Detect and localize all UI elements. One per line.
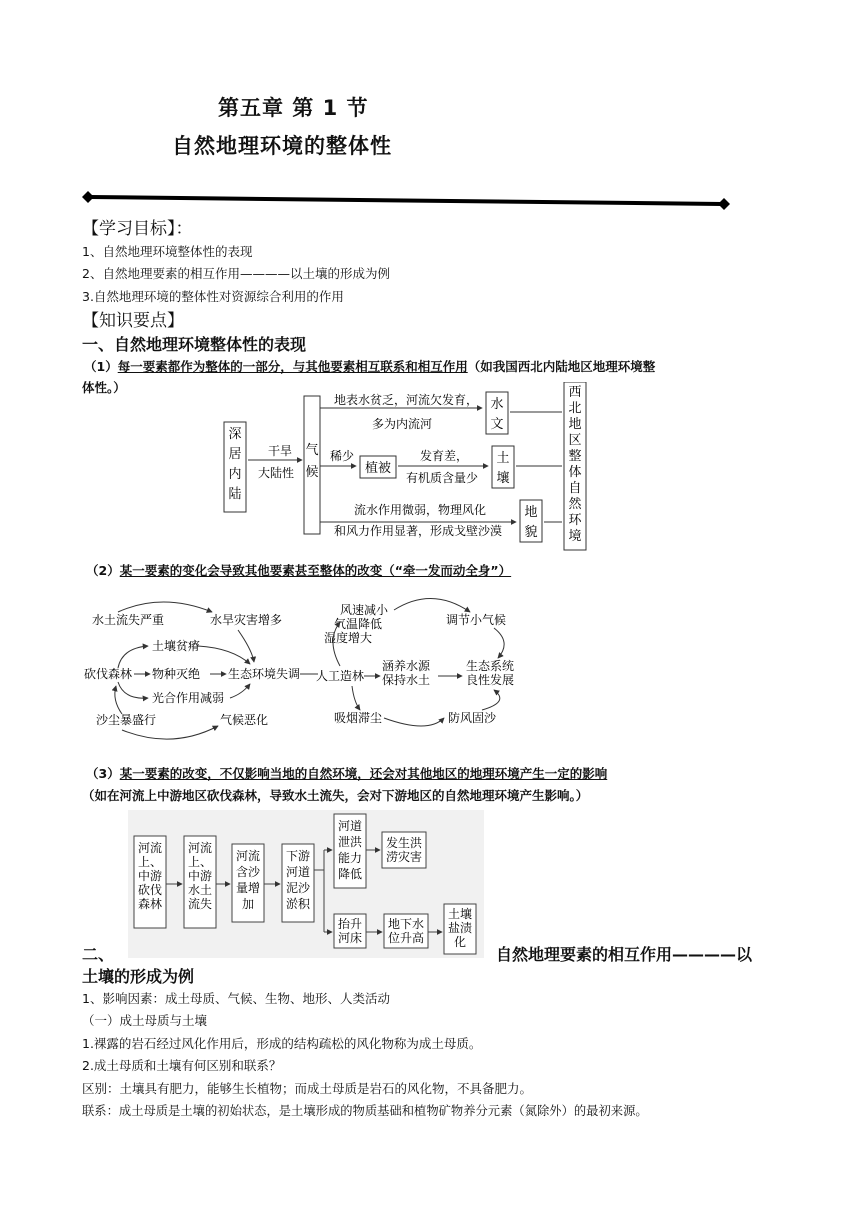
d1-row1-a: 地表水贫乏，河流欠发育， <box>334 393 479 407</box>
point3-line <box>86 764 607 782</box>
diagram-deforest-afforest <box>82 590 542 750</box>
part2-diff: 区别：土壤具有肥力，能够生长植物；而成土母质是岩石的风化物，不具备肥力。 <box>82 1081 533 1096</box>
d2-conserve2: 保持水土 <box>382 673 431 687</box>
part2-q2: 2.成土母质和土壤有何区别和联系？ <box>82 1058 282 1073</box>
svg-text:水文: 水文 <box>490 397 504 432</box>
svg-text:下游河道泥沙淤积: 下游河道泥沙淤积 <box>285 849 311 911</box>
title-divider <box>80 190 740 210</box>
svg-text:西北地区整体自然环境: 西北地区整体自然环境 <box>568 385 582 544</box>
d1-row1-b: 多为内流河 <box>372 417 433 431</box>
d2-sandstorm: 沙尘暴盛行 <box>96 713 157 727</box>
d2-flood-drought: 水旱灾害增多 <box>210 613 283 627</box>
d2-photosyn: 光合作用减弱 <box>152 691 225 705</box>
d1-row2-label: 稀少 <box>330 449 355 463</box>
d1-row2-c: 有机质含量少 <box>406 471 479 485</box>
d2-deforest: 砍伐森林 <box>84 667 133 681</box>
d2-wind-reduce: 风速减小 <box>340 603 389 617</box>
d2-humidity: 湿度增大 <box>324 631 373 645</box>
svg-text:气候: 气候 <box>305 443 319 480</box>
svg-text:河流含沙量增加: 河流含沙量增加 <box>235 849 261 911</box>
d2-eco-imbalance: 生态环境失调 <box>228 667 301 681</box>
page-title: 自然地理环境的整体性 <box>172 134 392 158</box>
d2-climate-worse: 气候恶化 <box>220 713 269 727</box>
point1-underlined: 每一要素都作为整体的一部分，与其他要素相互联系和相互作用 <box>117 359 468 374</box>
d1-row2-b: 发育差， <box>420 449 469 463</box>
d1-row3-b: 和风力作用显著，形成戈壁沙漠 <box>334 524 503 538</box>
d2-conserve1: 涵养水源 <box>382 659 431 673</box>
chapter-title: 第五章 第 1 节 <box>218 96 369 120</box>
part2-title-b: 土壤的形成为例 <box>82 967 195 986</box>
part1-title: 一、自然地理环境整体性的表现 <box>82 335 307 354</box>
d2-windbreak: 防风固沙 <box>448 711 497 725</box>
svg-text:河流上、中游砍伐森林: 河流上、中游砍伐森林 <box>137 841 163 911</box>
d2-micro-climate: 调节小气候 <box>446 613 507 627</box>
point3-underlined: 某一要素的改变，不仅影响当地的自然环境，还会对其他地区的地理环境产生一定的影响 <box>119 766 608 781</box>
part2-link: 联系：成土母质是土壤的初始状态，是土壤形成的物质基础和植物矿物养分元素（氮除外）的最初来源。 <box>82 1104 648 1118</box>
point1-line <box>84 357 655 375</box>
knowledge-heading: 【知识要点】 <box>82 311 184 331</box>
point3-note: （如在河流上中游地区砍伐森林，导致水土流失，会对下游地区的自然地理环境产生影响。） <box>82 788 589 803</box>
d1-bottom-label: 大陆性 <box>257 466 295 480</box>
diagram-northwest <box>220 382 590 554</box>
objective-item: 3.自然地理环境的整体性对资源综合利用的作用 <box>82 289 344 304</box>
svg-text:抬升河床: 抬升河床 <box>337 917 363 945</box>
svg-text:土壤盐渍化: 土壤盐渍化 <box>447 907 473 949</box>
svg-text:河道泄洪能力降低: 河道泄洪能力降低 <box>337 819 363 881</box>
d2-absorb: 吸烟滞尘 <box>334 711 383 725</box>
d2-soil-erosion: 水土流失严重 <box>92 613 165 627</box>
point3-number: （3） <box>86 766 120 781</box>
part2-sub1: （一）成土母质与土壤 <box>82 1013 208 1028</box>
diagram-downstream <box>128 810 484 958</box>
svg-text:土壤: 土壤 <box>496 451 510 486</box>
point1-number: （1） <box>84 359 118 374</box>
point2-number: （2） <box>86 563 120 578</box>
objective-item: 2、自然地理要素的相互作用————以土壤的形成为例 <box>82 266 390 281</box>
part2-q1: 1.裸露的岩石经过风化作用后，形成的结构疏松的风化物称为成土母质。 <box>82 1036 482 1051</box>
svg-text:深居内陆: 深居内陆 <box>228 427 242 502</box>
svg-text:河流上、中游水土流失: 河流上、中游水土流失 <box>187 841 213 911</box>
part2-title-a: 自然地理要素的相互作用————以 <box>496 945 753 964</box>
point1-continued: 体性。） <box>82 380 126 395</box>
d2-afforest: 人工造林 <box>316 669 365 683</box>
d2-temp-reduce: 气温降低 <box>334 617 383 631</box>
point1-rest: （如我国西北内陆地区地理环境整 <box>467 359 656 374</box>
d2-eco-good2: 良性发展 <box>466 673 515 687</box>
d1-top-label: 干旱 <box>267 444 293 458</box>
part2-factors: 1、影响因素：成土母质、气候、生物、地形、人类活动 <box>82 991 390 1006</box>
svg-text:地下水位升高: 地下水位升高 <box>387 917 425 945</box>
objectives-heading: 【学习目标】： <box>82 219 193 239</box>
d2-species: 物种灭绝 <box>152 667 201 681</box>
d1-row3-a: 流水作用微弱，物理风化 <box>354 503 487 517</box>
d2-eco-good1: 生态系统 <box>466 659 515 673</box>
point2-line <box>86 561 511 579</box>
objective-item: 1、自然地理环境整体性的表现 <box>82 244 253 259</box>
svg-text:地貌: 地貌 <box>524 505 538 540</box>
svg-text:发生洪涝灾害: 发生洪涝灾害 <box>385 836 423 864</box>
d1-veg: 植被 <box>364 461 392 476</box>
point2-underlined: 某一要素的变化会导致其他要素甚至整体的改变（“牵一发而动全身”） <box>119 563 512 578</box>
part2-prefix: 二、 <box>82 945 115 964</box>
d2-soil-poor: 土壤贫瘠 <box>152 639 201 653</box>
